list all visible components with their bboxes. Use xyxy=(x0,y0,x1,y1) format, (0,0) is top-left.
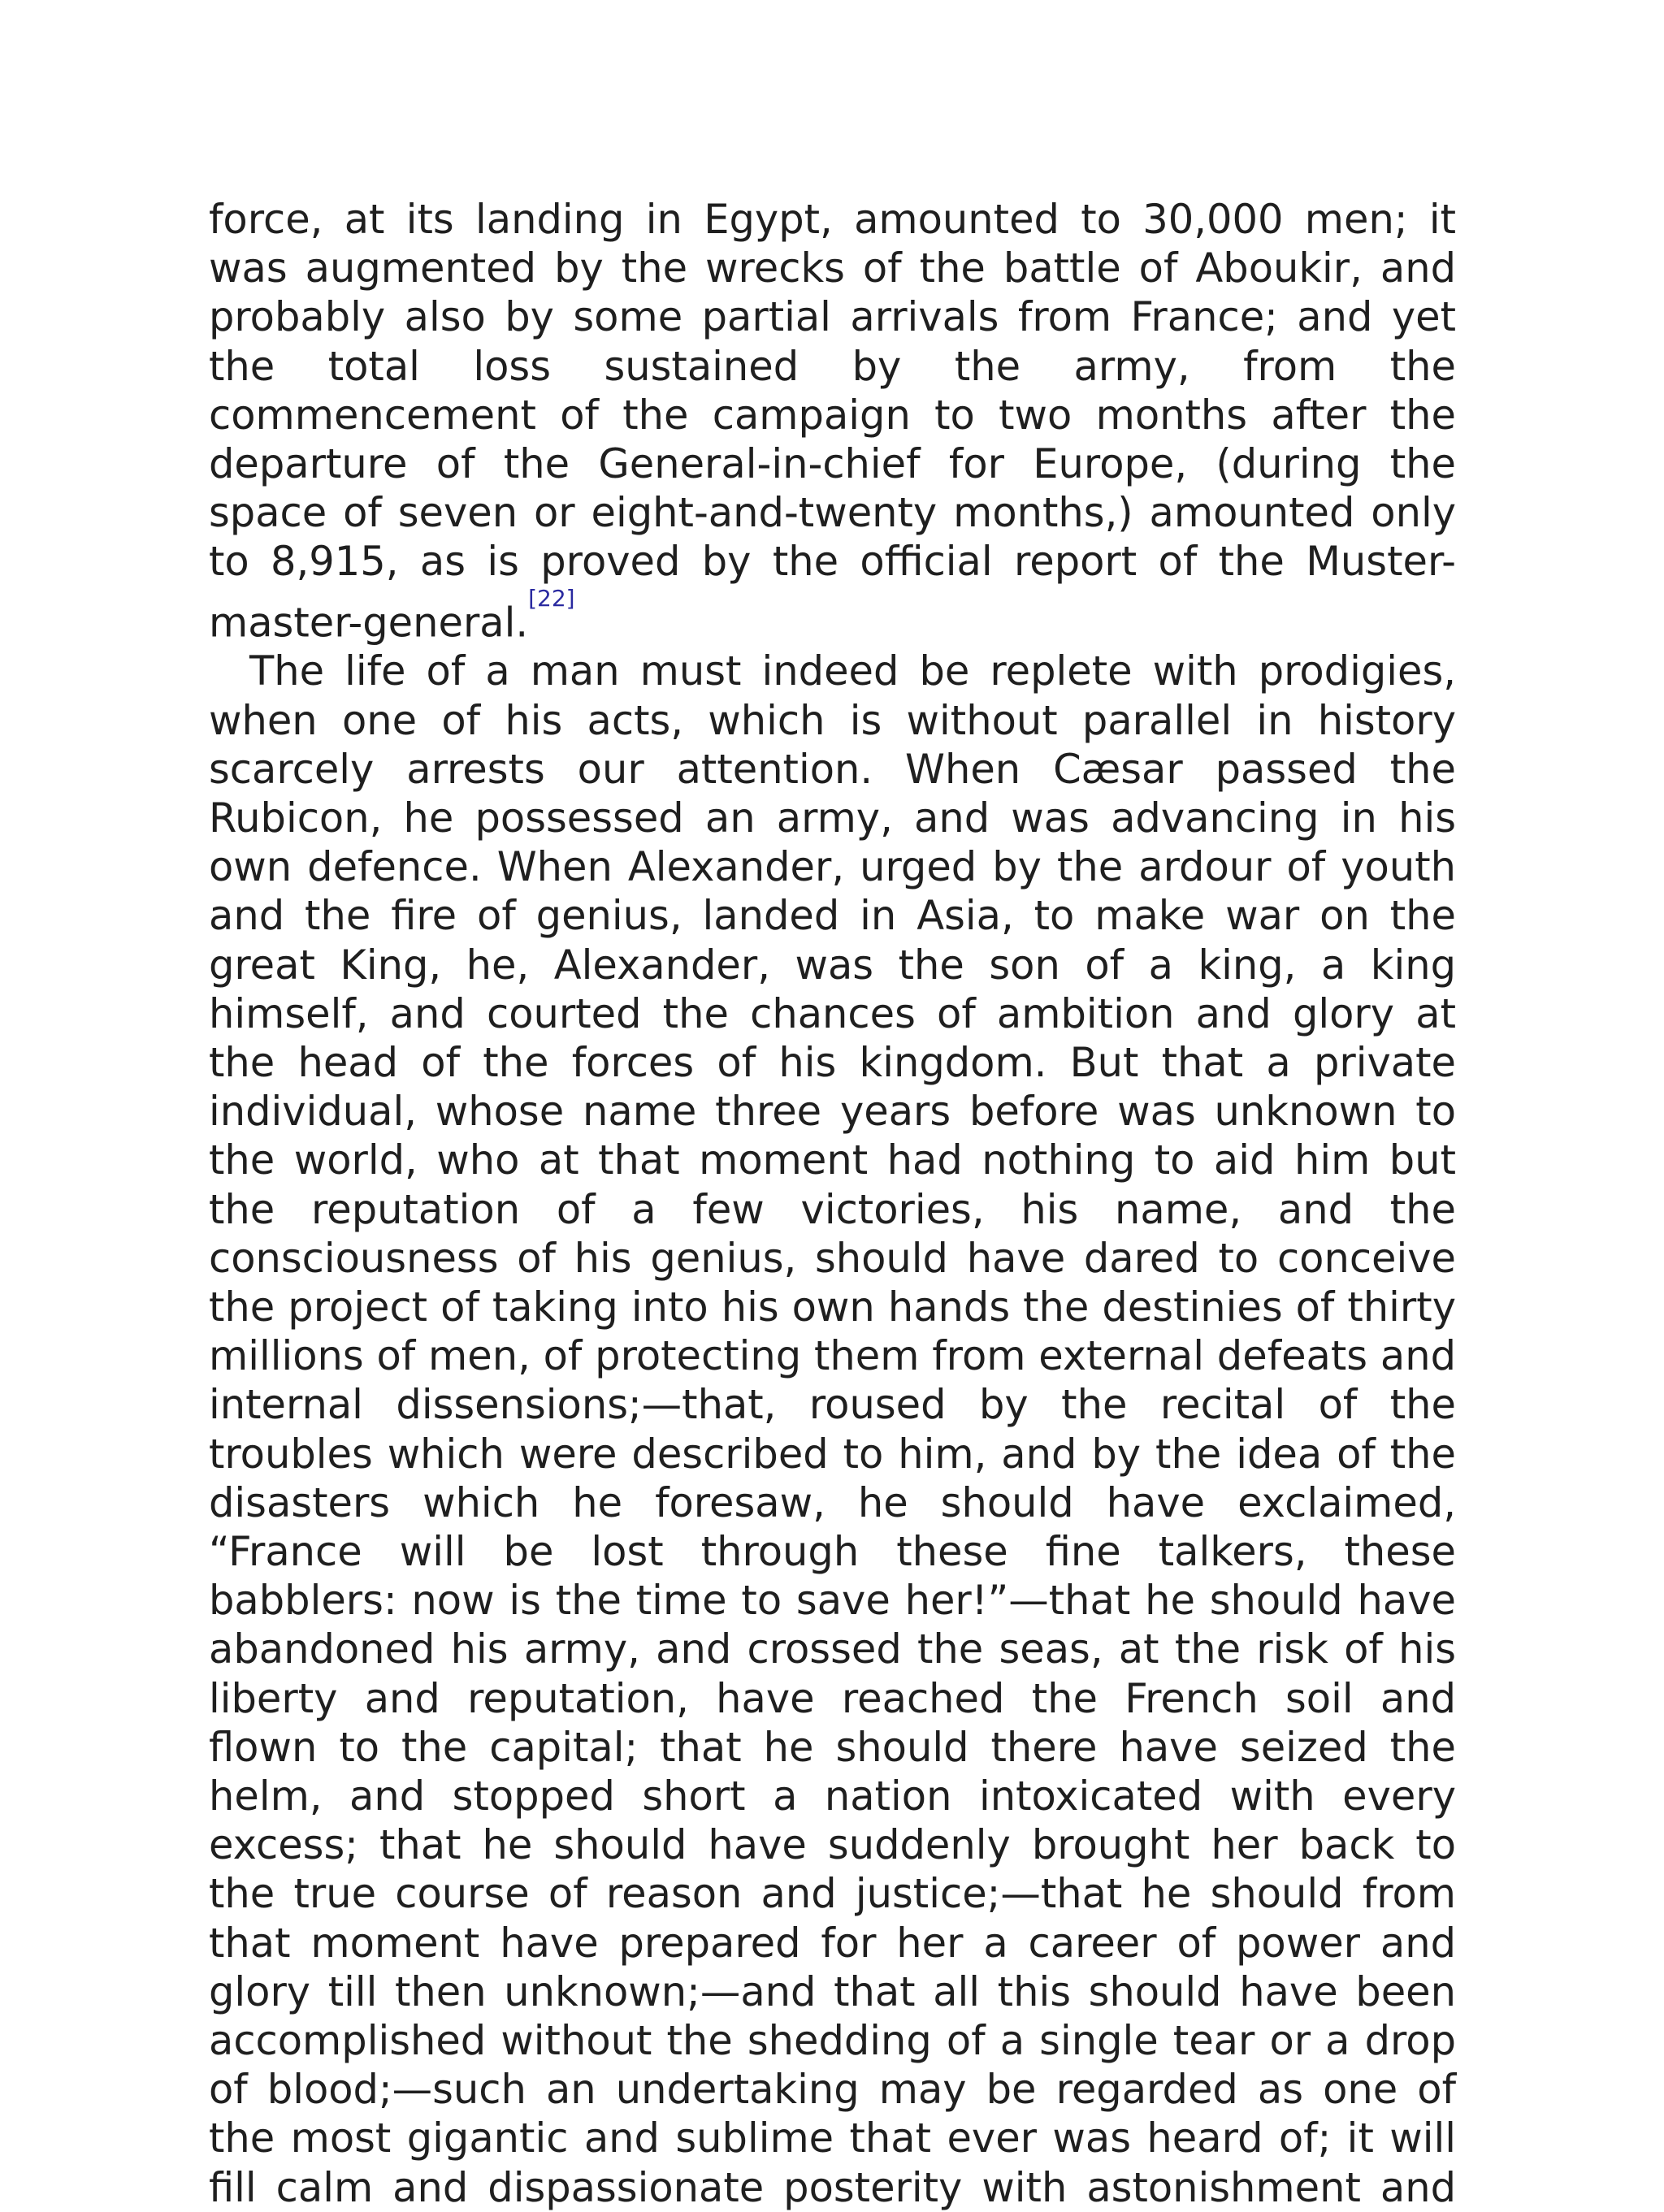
paragraph-2-text: The life of a man must indeed be replete with prodigies, when one of his acts, which is without parallel in history scarcely arrests our attention. When Cæsar passed the Rubicon, he possessed an army, and was advancing in his own defence. When Alexander, urged by the ardour of youth and the fire of genius, landed in Asia, to make war on the great King, he, Alexander, was the son of a king, a king himself, and courted the chances of ambition and glory at the head of the forces of his kingdom. But that a private individual, whose name three years before was unknown to the world, who at that moment had nothing to aid him but the reputation of a few victories, his name, and the consciousness of his genius, should have dared to conceive the project of taking into his own hands the destinies of thirty millions of men, of protecting them from external defeats and internal dissensions;—that, roused by the recital of the troubles which were described to him, and by the idea of the disasters which he foresaw, he should have exclaimed, “France will be lost through these fine talkers, these babblers: now is the time to save her!”—that he should have abandoned his army, and crossed the seas, at the risk of his liberty and reputation, have reached the French soil and flown to the capital; that he should there have seized the helm, and stopped short a nation intoxicated with every excess; that he should have suddenly brought her back to the true course of reason and justice;—that he should from that moment have prepared for her a career of power and glory till then unknown;—and that all this should have been accomplished without the shedding of a single tear or a drop of blood;—such an undertaking may be regarded as one of the most gigantic and sublime that ever was heard of; it will fill calm and dispassionate posterity with astonishment and xyxy=(209,647,1456,2211)
paragraph-1 xyxy=(209,195,1456,647)
paragraph-2 xyxy=(209,647,1456,2212)
paragraph-1-text: force, at its landing in Egypt, amounted to 30,000 men; it was augmented by the wrecks of the battle of Aboukir, and probably also by some partial arrivals from France; and yet the total loss sustained by the army, from the commencement of the campaign to two months after the departure of the General-in-chief for Europe, (during the space of seven or eight-and-twenty months,) amounted only to 8,915, as is proved by the official report of the Muster-master-general. xyxy=(209,196,1456,647)
footnote-link-22[interactable]: [22] xyxy=(528,584,575,612)
page-body xyxy=(209,195,1456,2212)
